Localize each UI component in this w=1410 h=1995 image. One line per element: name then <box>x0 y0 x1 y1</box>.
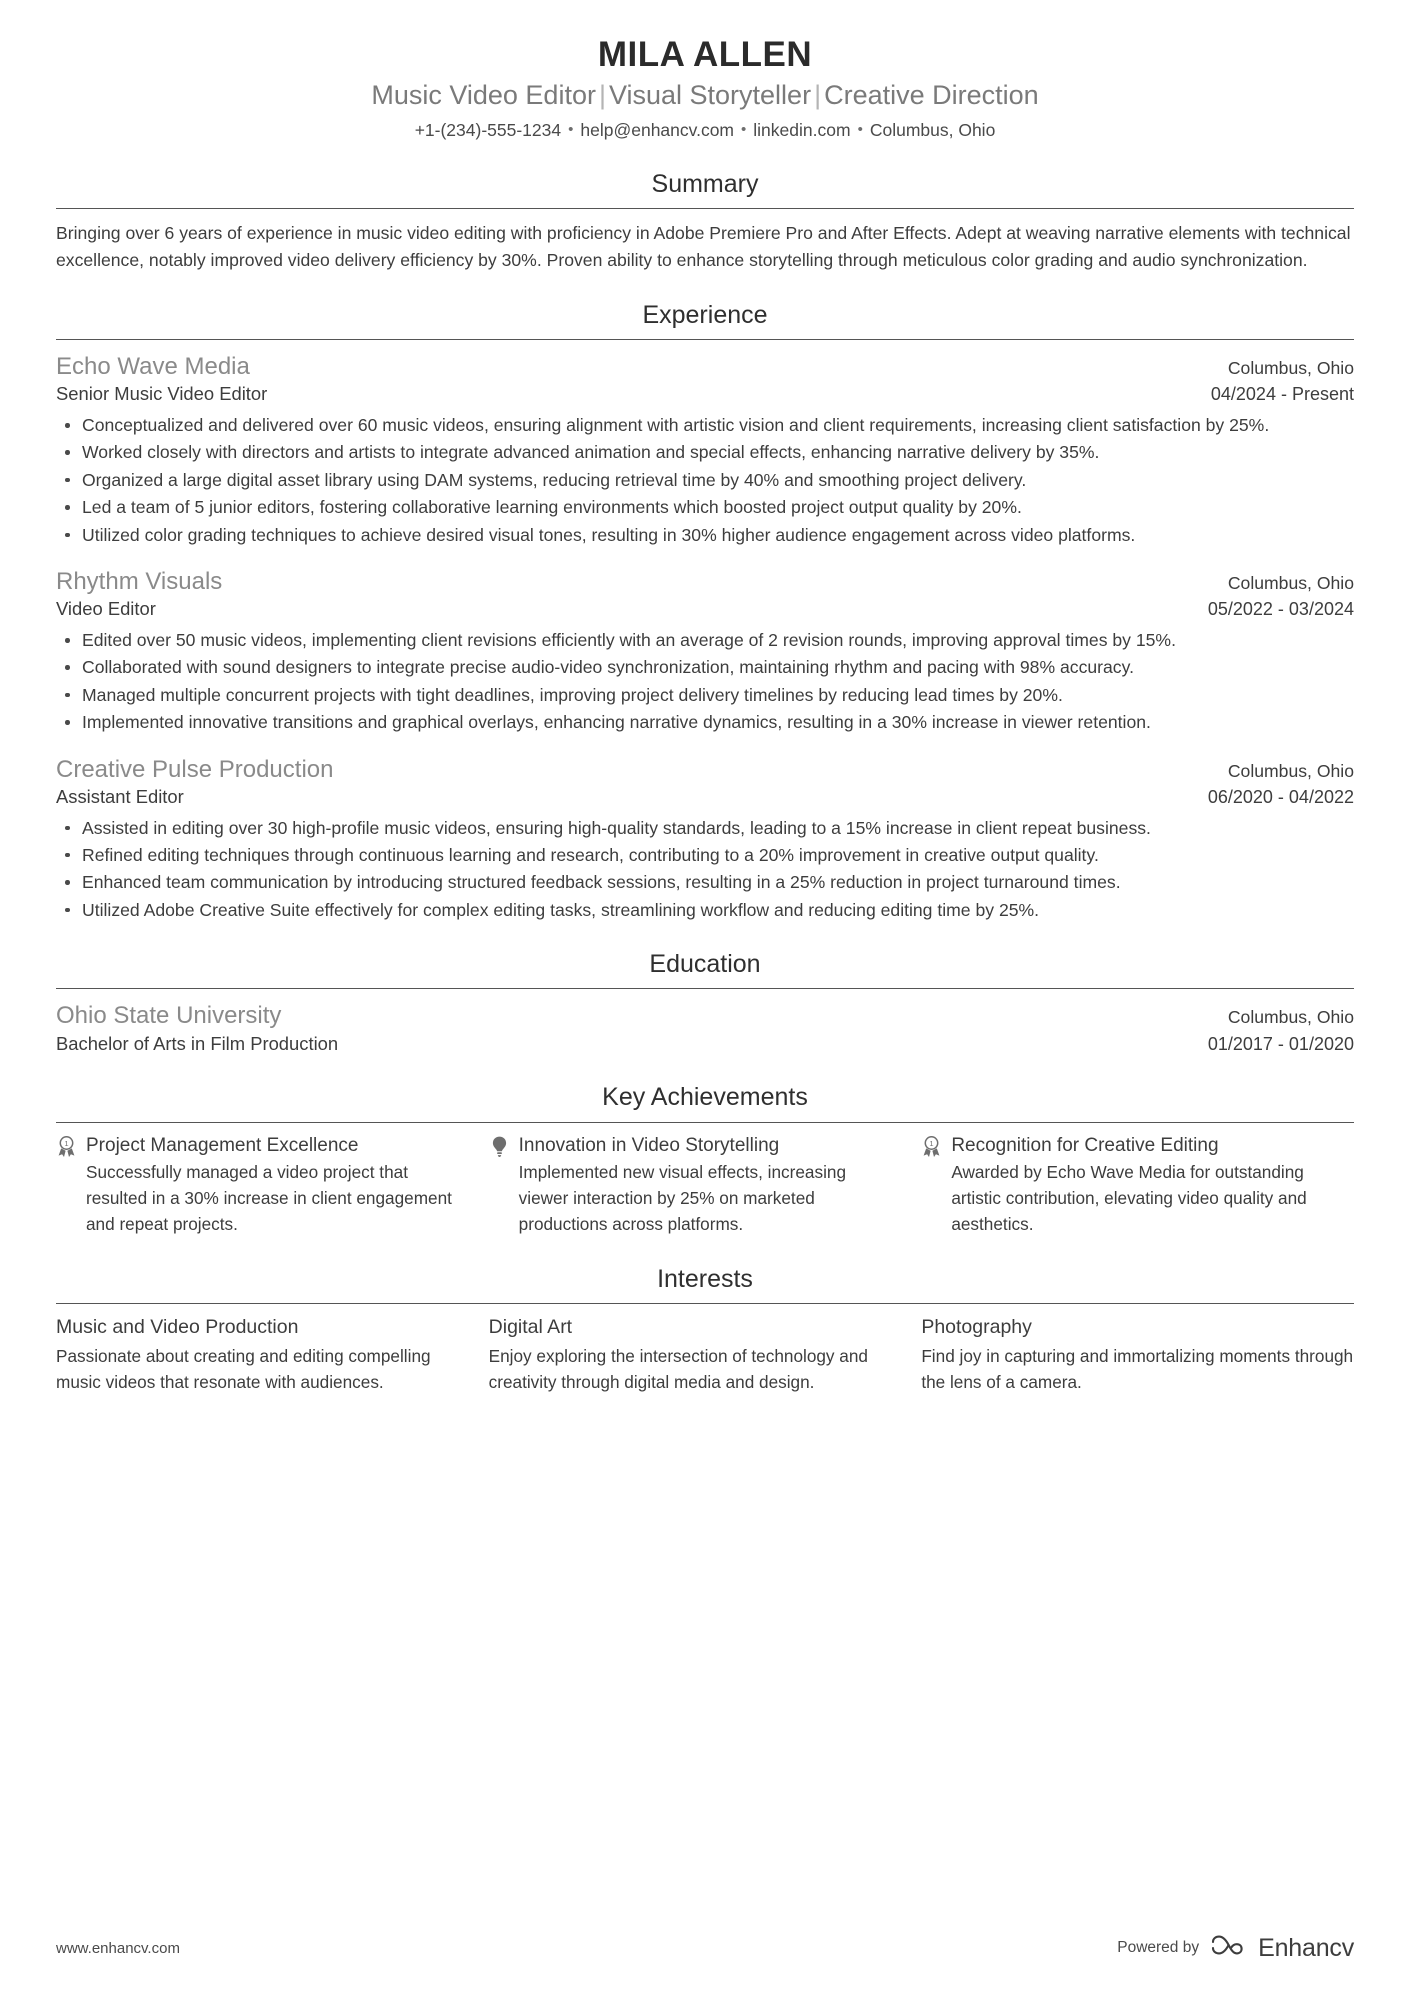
footer-website-url[interactable]: www.enhancv.com <box>56 1939 180 1957</box>
interest-title: Music and Video Production <box>56 1316 299 1339</box>
achievement-item <box>489 1134 922 1238</box>
experience-bullet: Edited over 50 music videos, implementing client revisions efficiently with an average of 2 revision rounds, improving approval times by 15%. <box>56 627 1354 653</box>
achievement-title: Innovation in Video Storytelling <box>518 1134 780 1156</box>
section-title-summary: Summary <box>651 170 759 199</box>
interest-description: Passionate about creating and editing compelling music videos that resonate with audiences. <box>56 1346 431 1393</box>
experience-bullet: Worked closely with directors and artists to integrate advanced animation and special effects, enhancing narrative delivery by 35%. <box>56 439 1354 465</box>
achievement-item <box>921 1134 1354 1238</box>
svg-text:1: 1 <box>64 1138 69 1148</box>
experience-location: Columbus, Ohio <box>1227 572 1354 593</box>
section-title-education: Education <box>649 950 761 979</box>
section-interests <box>56 1264 1354 1396</box>
key-achievements-columns <box>56 1134 1354 1238</box>
section-key-achievements <box>56 1082 1354 1237</box>
achievement-description: Successfully managed a video project that resulted in a 30% increase in client engagement and repeat projects. <box>86 1162 452 1235</box>
experience-role: Senior Music Video Editor <box>56 383 268 405</box>
experience-bullet: Organized a large digital asset library using DAM systems, reducing retrieval time by 40% and smoothing project delivery. <box>56 467 1354 493</box>
page-footer <box>56 1935 1354 1961</box>
award-medal-icon <box>921 1135 942 1158</box>
contact-separator-1: • <box>568 121 574 139</box>
experience-role: Assistant Editor <box>56 785 184 807</box>
interest-item <box>56 1315 489 1396</box>
achievement-description: Implemented new visual effects, increasing viewer interaction by 25% on marketed productions across platforms. <box>518 1162 847 1235</box>
contact-phone: +1-(234)-555-1234 <box>414 120 562 141</box>
experience-bullet: Conceptualized and delivered over 60 music videos, ensuring alignment with artistic vision and client requirements, increasing client satisfaction by 25%. <box>56 412 1354 438</box>
award-medal-icon <box>56 1135 77 1158</box>
section-title-interests: Interests <box>657 1264 753 1293</box>
section-education <box>56 949 1354 1056</box>
experience-bullet-list <box>56 627 1354 736</box>
achievement-title: Recognition for Creative Editing <box>951 1134 1219 1156</box>
achievement-description: Awarded by Echo Wave Media for outstanding artistic contribution, elevating video quality and aesthetics. <box>951 1162 1307 1235</box>
interest-description: Enjoy exploring the intersection of technology and creativity through digital media and design. <box>488 1346 868 1393</box>
experience-bullet: Utilized color grading techniques to achieve desired visual tones, resulting in 30% higher audience engagement across video platforms. <box>56 522 1354 548</box>
experience-role-row <box>56 785 1354 810</box>
contact-linkedin[interactable]: linkedin.com <box>753 120 851 141</box>
education-degree-row <box>56 1032 1354 1057</box>
education-degree: Bachelor of Arts in Film Production <box>56 1032 339 1054</box>
section-summary <box>56 169 1354 274</box>
enhancv-logo[interactable] <box>1210 1935 1354 1961</box>
interests-columns <box>56 1315 1354 1396</box>
svg-text:1: 1 <box>929 1138 934 1148</box>
experience-bullet-list <box>56 815 1354 924</box>
headline-separator-2: | <box>814 80 822 111</box>
experience-dates: 04/2024 - Present <box>1210 384 1354 405</box>
lightbulb-icon <box>489 1135 510 1158</box>
candidate-headline <box>56 78 1354 113</box>
contact-line <box>56 119 1354 143</box>
section-title-experience: Experience <box>642 300 768 329</box>
headline-part-1: Music Video Editor <box>371 80 596 111</box>
experience-location: Columbus, Ohio <box>1227 760 1354 781</box>
powered-by-label: Powered by <box>1117 1939 1200 1956</box>
experience-bullet: Managed multiple concurrent projects with tight deadlines, improving project delivery timelines by reducing lead times by 20%. <box>56 682 1354 708</box>
experience-company: Creative Pulse Production <box>56 755 334 783</box>
achievement-item <box>56 1134 489 1238</box>
interest-title: Photography <box>921 1316 1032 1339</box>
headline-separator-1: | <box>598 80 606 111</box>
experience-entry <box>56 566 1354 736</box>
experience-company: Echo Wave Media <box>56 352 250 380</box>
interest-item <box>921 1315 1354 1396</box>
education-school: Ohio State University <box>56 1002 282 1030</box>
education-location: Columbus, Ohio <box>1227 1007 1354 1028</box>
experience-bullet: Led a team of 5 junior editors, fostering collaborative learning environments which boosted project output quality by 20%. <box>56 494 1354 520</box>
contact-location: Columbus, Ohio <box>869 120 996 141</box>
headline-part-2: Visual Storyteller <box>608 80 812 111</box>
experience-bullet: Utilized Adobe Creative Suite effectively for complex editing tasks, streamlining workflow and reducing editing time by 25%. <box>56 897 1354 923</box>
experience-bullet: Assisted in editing over 30 high-profile music videos, ensuring high-quality standards, leading to a 15% increase in client repeat business. <box>56 815 1354 841</box>
experience-bullet: Refined editing techniques through continuous learning and research, contributing to a 20% improvement in creative output quality. <box>56 842 1354 868</box>
experience-company: Rhythm Visuals <box>56 567 223 595</box>
experience-role-row <box>56 597 1354 622</box>
achievement-title: Project Management Excellence <box>86 1134 359 1156</box>
experience-role-row <box>56 382 1354 407</box>
interest-description: Find joy in capturing and immortalizing moments through the lens of a camera. <box>921 1346 1354 1393</box>
education-dates: 01/2017 - 01/2020 <box>1207 1033 1354 1054</box>
contact-email[interactable]: help@enhancv.com <box>580 120 735 141</box>
experience-entry <box>56 754 1354 924</box>
experience-bullet: Enhanced team communication by introducing structured feedback sessions, resulting in a 25% reduction in project turnaround times. <box>56 869 1354 895</box>
experience-dates: 05/2022 - 03/2024 <box>1207 599 1354 620</box>
experience-company-row <box>56 754 1354 785</box>
experience-dates: 06/2020 - 04/2022 <box>1207 786 1354 807</box>
interest-title: Digital Art <box>488 1316 573 1339</box>
contact-separator-3: • <box>857 121 863 139</box>
section-experience <box>56 300 1354 923</box>
summary-text: Bringing over 6 years of experience in music video editing with proficiency in Adobe Premiere Pro and After Effects. Adept at weaving narrative elements with technical excellence, notably improved video delivery efficiency by 30%. Proven ability to enhance storytelling through meticulous color grading and audio synchronization. <box>56 223 1351 270</box>
interest-item <box>489 1315 922 1396</box>
contact-separator-2: • <box>741 121 747 139</box>
headline-part-3: Creative Direction <box>824 80 1039 111</box>
experience-bullet: Implemented innovative transitions and graphical overlays, enhancing narrative dynamics, resulting in a 30% increase in viewer retention. <box>56 709 1354 735</box>
experience-role: Video Editor <box>56 598 156 620</box>
experience-entry <box>56 351 1354 548</box>
resume-header <box>56 34 1354 143</box>
candidate-name: MILA ALLEN <box>597 35 813 74</box>
experience-bullet-list <box>56 412 1354 548</box>
enhancv-mark-icon <box>1210 1935 1250 1961</box>
education-entry <box>56 1000 1354 1056</box>
experience-company-row <box>56 351 1354 382</box>
section-title-key-achievements: Key Achievements <box>602 1083 808 1112</box>
experience-company-row <box>56 566 1354 597</box>
enhancv-brand-name: Enhancv <box>1258 1933 1354 1962</box>
experience-bullet: Collaborated with sound designers to integrate precise audio-video synchronization, maintaining rhythm and pacing with 98% accuracy. <box>56 654 1354 680</box>
education-school-row <box>56 1000 1354 1031</box>
experience-location: Columbus, Ohio <box>1227 357 1354 378</box>
